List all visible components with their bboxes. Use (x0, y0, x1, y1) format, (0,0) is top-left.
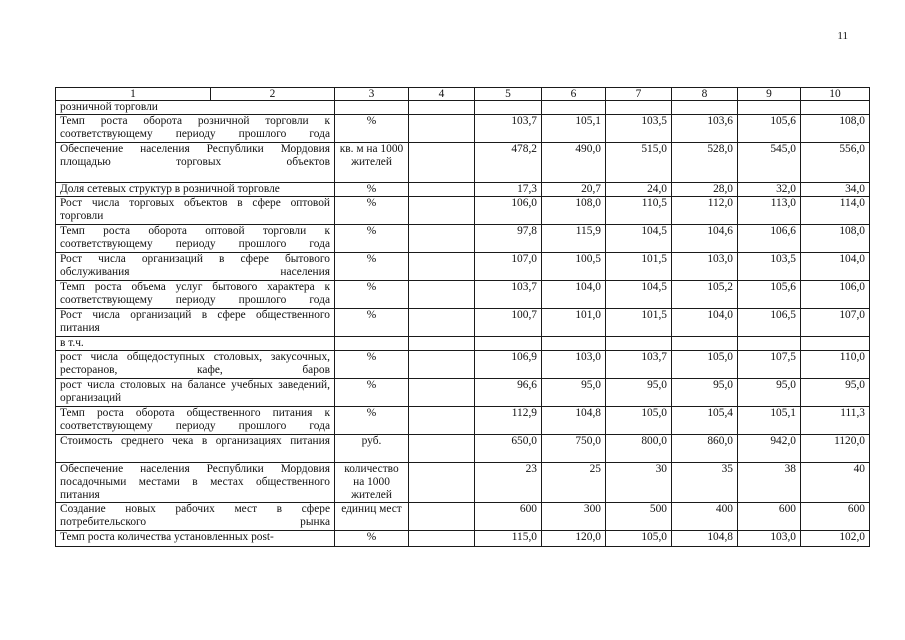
header-cell: 6 (542, 88, 606, 101)
value-cell: 35 (672, 463, 738, 503)
unit-cell: руб. (335, 435, 409, 463)
table-row (56, 101, 870, 115)
table-row (56, 115, 870, 143)
table-row (56, 143, 870, 183)
value-cell: 106,9 (475, 351, 542, 379)
value-cell: 104,0 (542, 281, 606, 309)
value-cell: 1120,0 (801, 435, 870, 463)
empty-cell (409, 143, 475, 183)
unit-cell: % (335, 197, 409, 225)
value-cell: 95,0 (672, 379, 738, 407)
value-cell: 104,5 (606, 225, 672, 253)
table-row (56, 309, 870, 337)
empty-cell (409, 281, 475, 309)
header-cell: 8 (672, 88, 738, 101)
value-cell: 95,0 (801, 379, 870, 407)
value-cell: 103,7 (475, 281, 542, 309)
table-row (56, 337, 870, 351)
table-row (56, 531, 870, 547)
value-cell: 515,0 (606, 143, 672, 183)
value-cell: 34,0 (801, 183, 870, 197)
value-cell: 106,5 (738, 309, 801, 337)
value-cell: 104,8 (672, 531, 738, 547)
indicator-cell: рост числа общедоступных столовых, закусочных, ресторанов, кафе, баров (56, 351, 335, 379)
empty-cell (409, 407, 475, 435)
value-cell: 106,0 (801, 281, 870, 309)
value-cell: 103,7 (606, 351, 672, 379)
value-cell (672, 337, 738, 351)
value-cell: 104,5 (606, 281, 672, 309)
header-cell: 7 (606, 88, 672, 101)
empty-cell (409, 503, 475, 531)
value-cell: 750,0 (542, 435, 606, 463)
indicator-cell: Стоимость среднего чека в организациях питания (56, 435, 335, 463)
value-cell: 105,0 (606, 407, 672, 435)
unit-cell: количество на 1000 жителей (335, 463, 409, 503)
empty-cell (409, 351, 475, 379)
value-cell: 106,0 (475, 197, 542, 225)
empty-cell (409, 197, 475, 225)
value-cell: 478,2 (475, 143, 542, 183)
indicator-cell: рост числа столовых на балансе учебных заведений, организаций (56, 379, 335, 407)
value-cell: 17,3 (475, 183, 542, 197)
table-row (56, 407, 870, 435)
value-cell: 108,0 (542, 197, 606, 225)
value-cell: 114,0 (801, 197, 870, 225)
indicator-cell: Доля сетевых структур в розничной торговле (56, 183, 335, 197)
table-row (56, 379, 870, 407)
value-cell: 490,0 (542, 143, 606, 183)
empty-cell (409, 379, 475, 407)
value-cell (801, 337, 870, 351)
table-row (56, 183, 870, 197)
value-cell (801, 101, 870, 115)
value-cell: 113,0 (738, 197, 801, 225)
value-cell: 101,5 (606, 253, 672, 281)
value-cell: 105,1 (738, 407, 801, 435)
value-cell: 105,2 (672, 281, 738, 309)
header-cell: 2 (211, 88, 335, 101)
value-cell: 800,0 (606, 435, 672, 463)
value-cell: 103,0 (672, 253, 738, 281)
value-cell: 103,0 (542, 351, 606, 379)
table-row (56, 197, 870, 225)
value-cell: 38 (738, 463, 801, 503)
indicator-cell: Создание новых рабочих мест в сфере потребительского рынка (56, 503, 335, 531)
value-cell: 105,0 (672, 351, 738, 379)
value-cell: 600 (801, 503, 870, 531)
indicator-cell: Темп роста объема услуг бытового характера к соответствующему периоду прошлого года (56, 281, 335, 309)
value-cell: 545,0 (738, 143, 801, 183)
value-cell: 112,0 (672, 197, 738, 225)
header-cell: 3 (335, 88, 409, 101)
unit-cell: % (335, 531, 409, 547)
value-cell: 111,3 (801, 407, 870, 435)
table-row (56, 253, 870, 281)
empty-cell (409, 225, 475, 253)
empty-cell (409, 309, 475, 337)
indicator-cell: в т.ч. (56, 337, 335, 351)
empty-cell (409, 253, 475, 281)
empty-cell (409, 183, 475, 197)
value-cell: 108,0 (801, 225, 870, 253)
value-cell: 103,5 (738, 253, 801, 281)
value-cell: 40 (801, 463, 870, 503)
value-cell: 120,0 (542, 531, 606, 547)
value-cell (606, 337, 672, 351)
value-cell: 556,0 (801, 143, 870, 183)
value-cell: 103,6 (672, 115, 738, 143)
indicators-table (55, 87, 870, 547)
table-row (56, 225, 870, 253)
unit-cell: единиц мест (335, 503, 409, 531)
value-cell: 108,0 (801, 115, 870, 143)
table-row (56, 281, 870, 309)
value-cell: 95,0 (606, 379, 672, 407)
value-cell: 110,0 (801, 351, 870, 379)
value-cell: 104,8 (542, 407, 606, 435)
empty-cell (409, 463, 475, 503)
unit-cell: % (335, 309, 409, 337)
indicator-cell: розничной торговли (56, 101, 335, 115)
table-row (56, 351, 870, 379)
value-cell: 600 (738, 503, 801, 531)
unit-cell: кв. м на 1000 жителей (335, 143, 409, 183)
value-cell: 107,0 (801, 309, 870, 337)
value-cell: 107,5 (738, 351, 801, 379)
header-cell: 10 (801, 88, 870, 101)
indicator-cell: Темп роста оборота оптовой торговли к соответствующему периоду прошлого года (56, 225, 335, 253)
table-row (56, 503, 870, 531)
indicator-cell: Рост числа организаций в сфере общественного питания (56, 309, 335, 337)
indicator-cell: Рост числа организаций в сфере бытового обслуживания населения (56, 253, 335, 281)
unit-cell: % (335, 281, 409, 309)
header-cell: 1 (56, 88, 211, 101)
value-cell: 101,5 (606, 309, 672, 337)
value-cell: 96,6 (475, 379, 542, 407)
indicator-cell: Обеспечение населения Республики Мордовия площадью торговых объектов (56, 143, 335, 183)
value-cell: 400 (672, 503, 738, 531)
unit-cell (335, 337, 409, 351)
empty-cell (409, 337, 475, 351)
value-cell: 25 (542, 463, 606, 503)
value-cell (672, 101, 738, 115)
value-cell: 105,6 (738, 115, 801, 143)
value-cell: 528,0 (672, 143, 738, 183)
value-cell: 500 (606, 503, 672, 531)
unit-cell: % (335, 253, 409, 281)
value-cell: 600 (475, 503, 542, 531)
unit-cell: % (335, 225, 409, 253)
value-cell: 103,0 (738, 531, 801, 547)
page-number: 11 (837, 30, 848, 42)
empty-cell (409, 531, 475, 547)
value-cell: 23 (475, 463, 542, 503)
value-cell: 300 (542, 503, 606, 531)
value-cell (542, 101, 606, 115)
value-cell: 942,0 (738, 435, 801, 463)
header-cell: 4 (409, 88, 475, 101)
header-cell: 9 (738, 88, 801, 101)
value-cell: 97,8 (475, 225, 542, 253)
value-cell: 104,0 (672, 309, 738, 337)
value-cell: 101,0 (542, 309, 606, 337)
indicator-cell: Рост числа торговых объектов в сфере оптовой торговли (56, 197, 335, 225)
value-cell: 110,5 (606, 197, 672, 225)
empty-cell (409, 115, 475, 143)
value-cell: 112,9 (475, 407, 542, 435)
value-cell: 105,1 (542, 115, 606, 143)
indicator-cell: Темп роста оборота общественного питания к соответствующему периоду прошлого года (56, 407, 335, 435)
value-cell: 115,9 (542, 225, 606, 253)
value-cell: 24,0 (606, 183, 672, 197)
empty-cell (409, 435, 475, 463)
value-cell: 30 (606, 463, 672, 503)
value-cell: 102,0 (801, 531, 870, 547)
value-cell (738, 101, 801, 115)
value-cell: 106,6 (738, 225, 801, 253)
unit-cell: % (335, 115, 409, 143)
value-cell: 860,0 (672, 435, 738, 463)
value-cell: 650,0 (475, 435, 542, 463)
unit-cell: % (335, 183, 409, 197)
header-row (56, 88, 870, 101)
value-cell (542, 337, 606, 351)
value-cell (475, 337, 542, 351)
value-cell: 100,5 (542, 253, 606, 281)
value-cell (475, 101, 542, 115)
empty-cell (409, 101, 475, 115)
value-cell: 32,0 (738, 183, 801, 197)
indicator-cell: Темп роста количества установленных post- (56, 531, 335, 547)
header-cell: 5 (475, 88, 542, 101)
value-cell (738, 337, 801, 351)
value-cell: 20,7 (542, 183, 606, 197)
value-cell (606, 101, 672, 115)
value-cell: 105,6 (738, 281, 801, 309)
table-row (56, 463, 870, 503)
unit-cell (335, 101, 409, 115)
value-cell: 95,0 (542, 379, 606, 407)
value-cell: 104,0 (801, 253, 870, 281)
value-cell: 107,0 (475, 253, 542, 281)
value-cell: 95,0 (738, 379, 801, 407)
unit-cell: % (335, 407, 409, 435)
indicator-cell: Обеспечение населения Республики Мордовия посадочными местами в местах общественного питания (56, 463, 335, 503)
value-cell: 105,4 (672, 407, 738, 435)
unit-cell: % (335, 379, 409, 407)
indicator-cell: Темп роста оборота розничной торговли к соответствующему периоду прошлого года (56, 115, 335, 143)
value-cell: 103,5 (606, 115, 672, 143)
value-cell: 28,0 (672, 183, 738, 197)
unit-cell: % (335, 351, 409, 379)
table-row (56, 435, 870, 463)
value-cell: 103,7 (475, 115, 542, 143)
value-cell: 115,0 (475, 531, 542, 547)
value-cell: 104,6 (672, 225, 738, 253)
value-cell: 105,0 (606, 531, 672, 547)
value-cell: 100,7 (475, 309, 542, 337)
